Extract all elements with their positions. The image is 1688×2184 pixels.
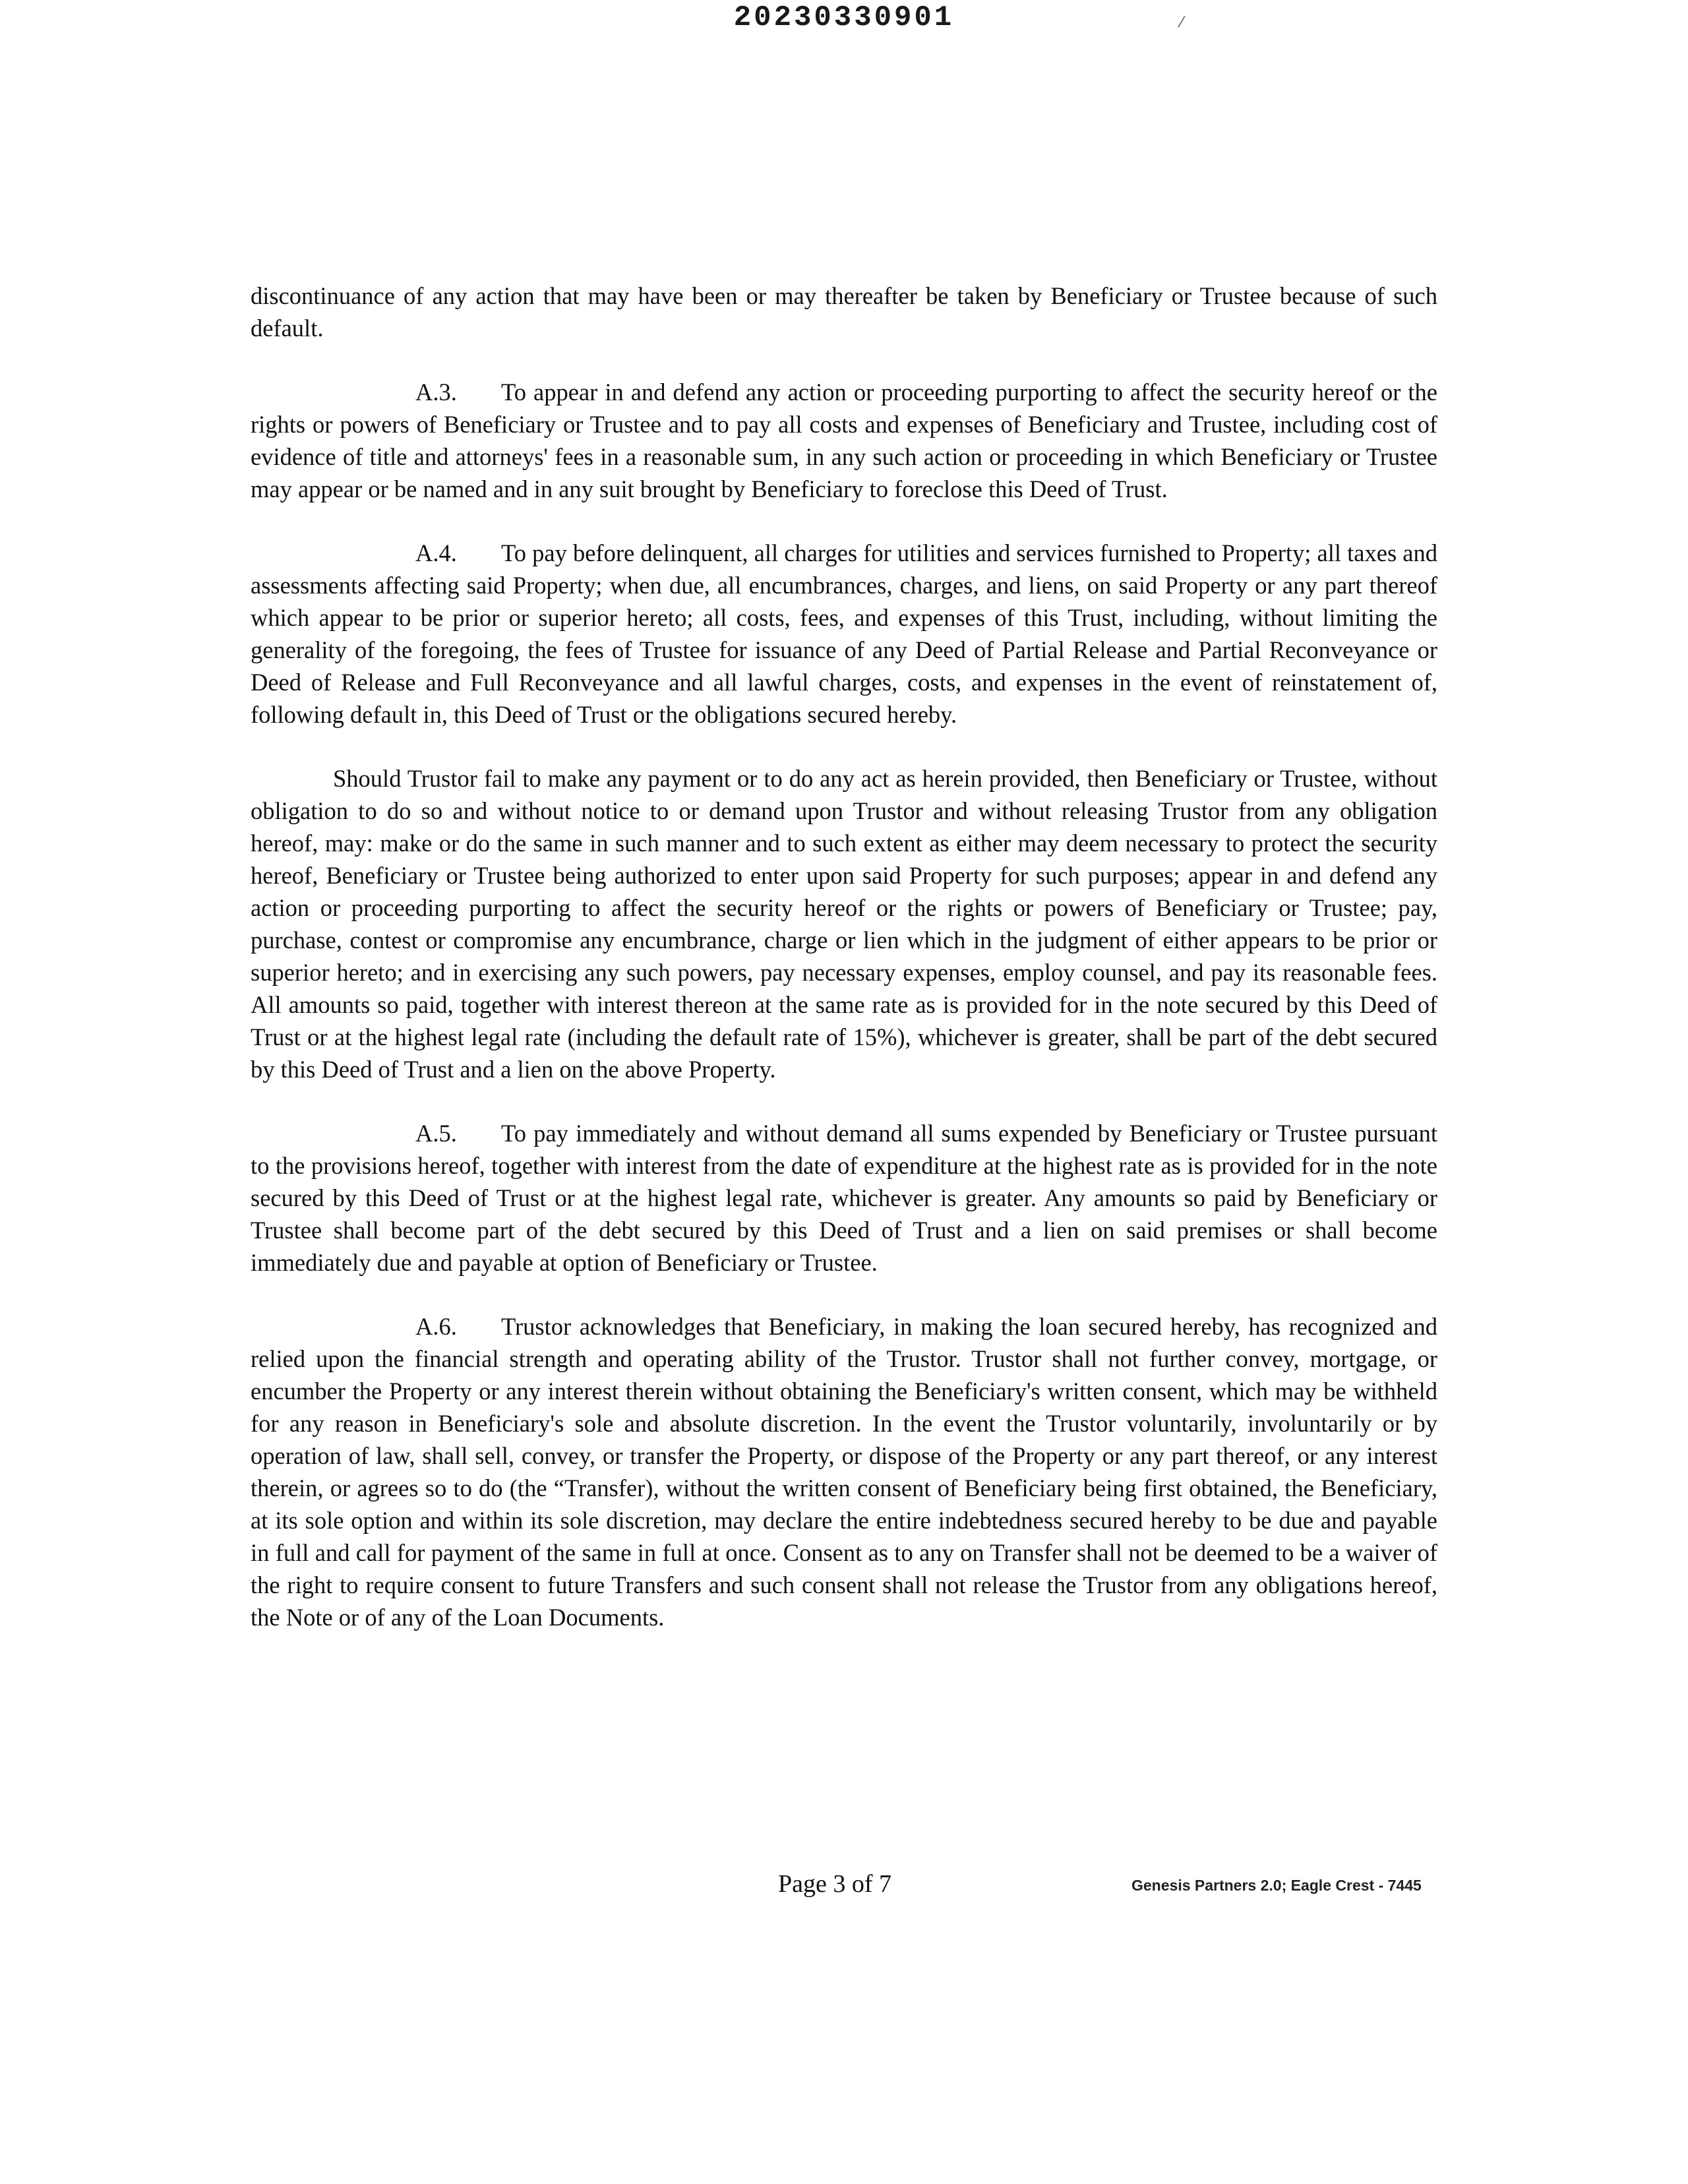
clause-a6 — [251, 1310, 1437, 1633]
clause-a4 — [251, 537, 1437, 731]
clause-a5 — [251, 1117, 1437, 1279]
clause-number: A.5. — [415, 1120, 457, 1147]
clause-a3 — [251, 376, 1437, 505]
document-body — [251, 280, 1437, 1665]
paragraph-text: To pay immediately and without demand all sums expended by Beneficiary or Trustee pursuant to the provisions hereof, together with interest from the date of expenditure at the highest rate as is provided for in the note secured by this Deed of Trust or at the highest legal rate, whichever is greater. Any amounts so paid by Beneficiary or Trustee shall become part of the debt secured by this Deed of Trust and a lien on said premises or shall become immediately due and payable at option of Beneficiary or Trustee. — [251, 1120, 1437, 1276]
clause-number: A.4. — [415, 539, 457, 566]
paragraph-text: To appear in and defend any action or proceeding purporting to affect the security hereof or the rights or powers of Beneficiary or Trustee and to pay all costs and expenses of Beneficiary and Trustee, including cost of evidence of title and attorneys' fees in a reasonable sum, in any such action or proceeding in which Beneficiary or Trustee may appear or be named and in any suit brought by Beneficiary to foreclose this Deed of Trust. — [251, 379, 1437, 502]
scan-mark: ⁄ — [1180, 15, 1183, 31]
page-number: Page 3 of 7 — [778, 1870, 892, 1898]
paragraph-text: Should Trustor fail to make any payment or to do any act as herein provided, then Beneficiary or Trustee, without obligation to do so and without notice to or demand upon Trustor and without releasing Trustor from any obligation hereof, may: make or do the same in such manner and to such extent as either may deem necessary to protect the security hereof, Beneficiary or Trustee being authorized to enter upon said Property for such purposes; appear in and defend any action or proceeding purporting to affect the security hereof or the rights or powers of Beneficiary or Trustee; pay, purchase, contest or compromise any encumbrance, charge or lien which in the judgment of either appears to be prior or superior hereto; and in exercising any such powers, pay necessary expenses, employ counsel, and pay its reasonable fees. All amounts so paid, together with interest thereon at the same rate as is provided for in the note secured by this Deed of Trust or at the highest legal rate (including the default rate of 15%), whichever is greater, shall be part of the debt secured by this Deed of Trust and a lien on the above Property. — [251, 765, 1437, 1083]
paragraph-trustor-failure — [251, 762, 1437, 1085]
clause-number: A.6. — [415, 1313, 457, 1340]
document-reference: Genesis Partners 2.0; Eagle Crest - 7445 — [1131, 1877, 1422, 1894]
paragraph-text: To pay before delinquent, all charges for utilities and services furnished to Property; all taxes and assessments affecting said Property; when due, all encumbrances, charges, and liens, on said Property or any part thereof which appear to be prior or superior hereto; all costs, fees, and expenses of this Trust, including, without limiting the generality of the foregoing, the fees of Trustee for issuance of any Deed of Partial Release and Partial Reconveyance or Deed of Release and Full Reconveyance and all lawful charges, costs, and expenses in the event of reinstatement of, following default in, this Deed of Trust or the obligations secured hereby. — [251, 539, 1437, 728]
paragraph-text: Trustor acknowledges that Beneficiary, in making the loan secured hereby, has recognized and relied upon the financial strength and operating ability of the Trustor. Trustor shall not further convey, mortgage, or encumber the Property or any interest therein without obtaining the Beneficiary's written consent, which may be withheld for any reason in Beneficiary's sole and absolute discretion. In the event the Trustor voluntarily, involuntarily or by operation of law, shall sell, convey, or transfer the Property, or dispose of the Property or any part thereof, or any interest therein, or agrees so to do (the “Transfer), without the written consent of Beneficiary being first obtained, the Beneficiary, at its sole option and within its sole discretion, may declare the entire indebtedness secured hereby to be due and payable in full and call for payment of the same in full at once. Consent as to any on Transfer shall not be deemed to be a waiver of the right to require consent to future Transfers and such consent shall not release the Trustor from any obligations hereof, the Note or of any of the Loan Documents. — [251, 1313, 1437, 1631]
paragraph-continuation — [251, 280, 1437, 344]
paragraph-text: discontinuance of any action that may have been or may thereafter be taken by Beneficiary or Trustee because of such default. — [251, 282, 1437, 342]
recording-number: 20230330901 — [733, 1, 955, 34]
clause-number: A.3. — [415, 379, 457, 406]
